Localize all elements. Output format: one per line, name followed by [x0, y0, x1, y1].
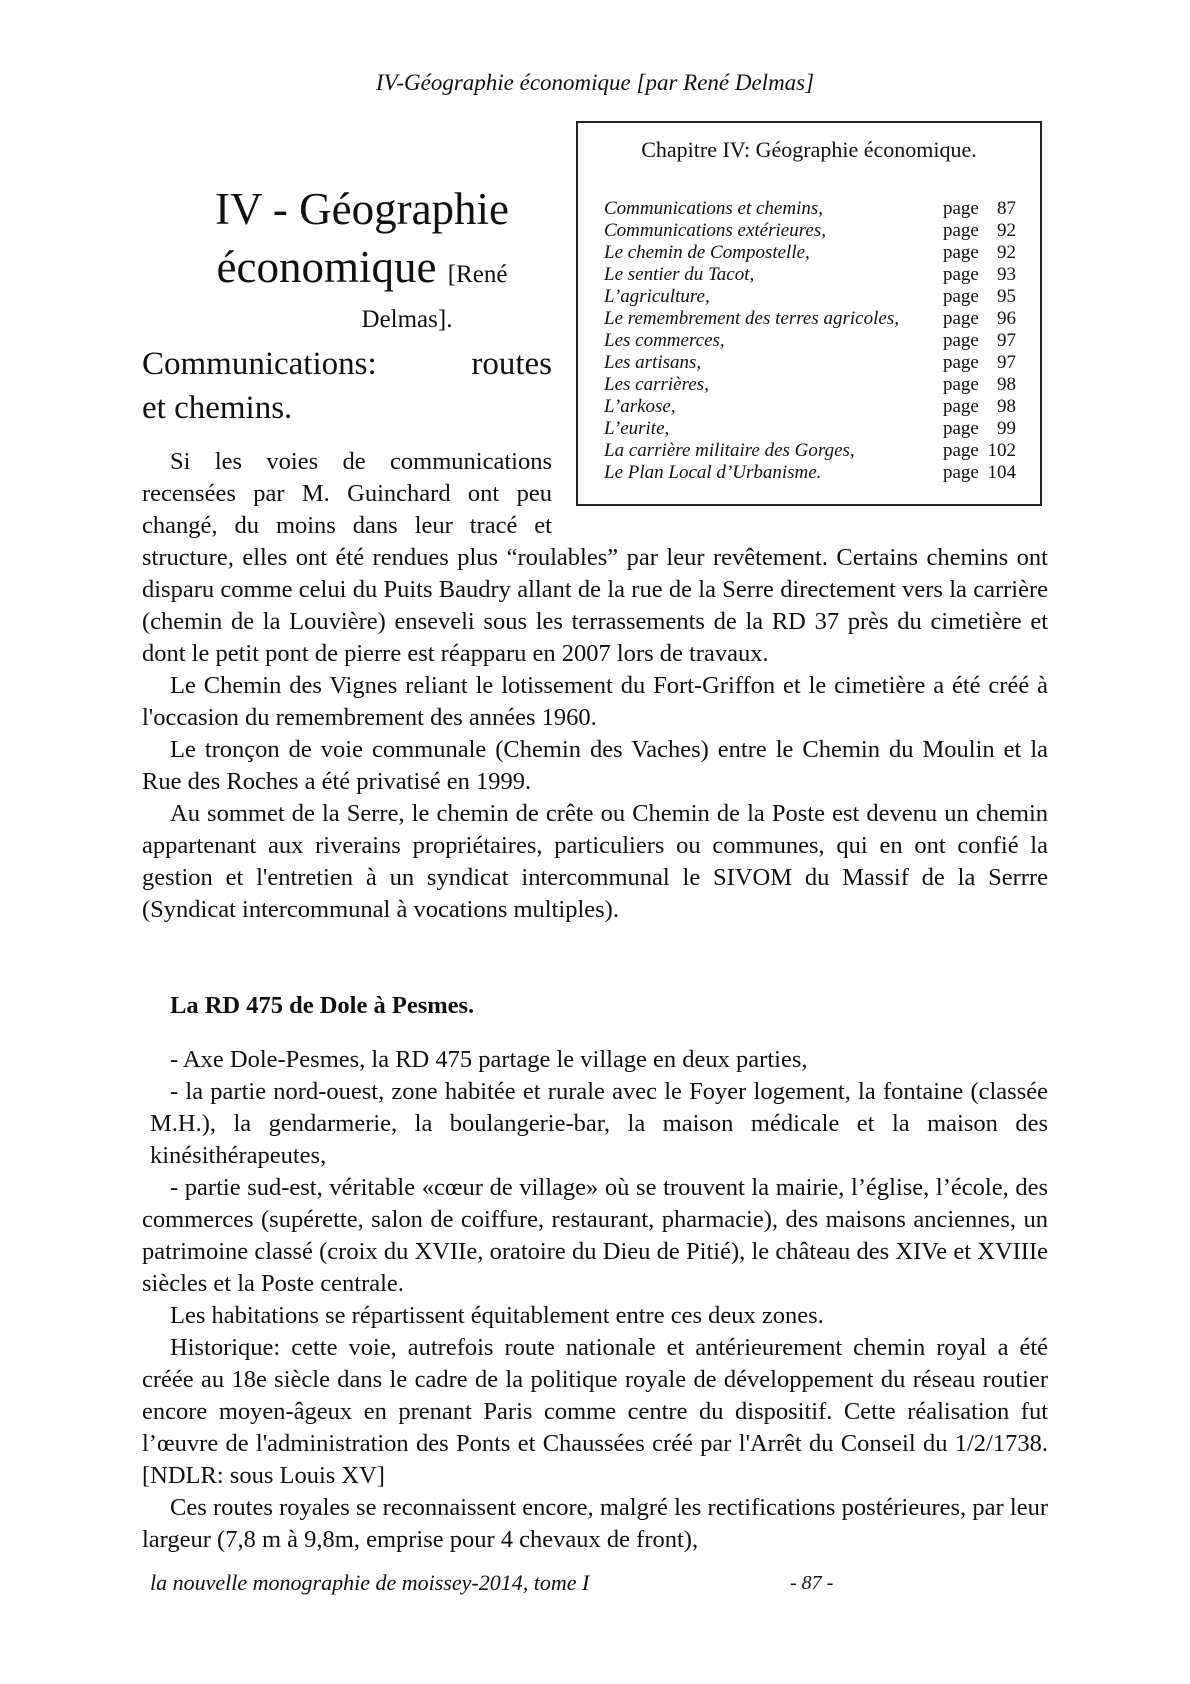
toc-page-number: 98 — [997, 374, 1016, 395]
section-body — [142, 542, 1048, 926]
paragraph: Les habitations se répartissent équitablement entre ces deux zones. — [170, 1302, 824, 1329]
toc-entry-label: L’agriculture, — [604, 286, 710, 307]
toc-entry — [604, 440, 1016, 462]
toc-entry-page — [943, 440, 1016, 462]
toc-entry — [604, 308, 1016, 330]
paragraph: Historique: cette voie, autrefois route nationale et antérieurement chemin royal a été créée au 18e siècle dans le cadre de la politique royale de développement du réseau routier encore moyen-âgeux en prenant Paris comme centre du dispositif. Cette réalisation fut l’œuvre de l'administration des Ponts et Chaussées créé par l'Arrêt du Conseil du 1/2/1738. [NDLR: sous Louis XV] — [142, 1334, 1048, 1489]
intro-line: Si les voies de communications — [170, 448, 552, 475]
toc-entry — [604, 264, 1016, 286]
chapter-title-line1: IV - Géographie — [214, 184, 510, 234]
toc-entry-label: Le remembrement des terres agricoles, — [604, 308, 899, 329]
toc-entry — [604, 418, 1016, 440]
toc-page-word: page — [943, 462, 979, 483]
toc-page-number: 97 — [997, 330, 1016, 351]
toc-page-word: page — [943, 374, 979, 395]
toc-page-word: page — [943, 264, 979, 285]
chapter-title-economique: économique — [216, 242, 437, 292]
toc-entry-page — [943, 462, 1016, 484]
toc-entry — [604, 396, 1016, 418]
intro-line: changé, du moins dans leur tracé et — [142, 512, 552, 539]
chapter-title — [140, 180, 584, 336]
toc-page-number: 99 — [997, 418, 1016, 439]
toc-page-word: page — [943, 286, 979, 307]
paragraph: Le tronçon de voie communale (Chemin des Vaches) entre le Chemin du Moulin et la Rue des Roches a été privatisé en 1999. — [142, 736, 1048, 795]
toc-entry-page — [943, 352, 1016, 374]
toc-entry-page — [943, 242, 1016, 264]
toc-entry-page — [943, 198, 1016, 220]
toc-entry-label: L’eurite, — [604, 418, 670, 439]
toc-entry — [604, 286, 1016, 308]
toc-entry-label: Les carrières, — [604, 374, 709, 395]
toc-entry-page — [943, 418, 1016, 440]
running-header: IV-Géographie économique [par René Delmas] — [375, 70, 815, 95]
chapter-title-author-end: Delmas]. — [361, 306, 453, 333]
toc-entry-page — [943, 374, 1016, 396]
paragraph: Ces routes royales se reconnaissent encore, malgré les rectifications postérieures, par leur largeur (7,8 m à 9,8m, emprise pour 4 chevaux de front), — [142, 1494, 1048, 1553]
paragraph: structure, elles ont été rendues plus “roulables” par leur revêtement. Certains chemins ont disparu comme celui du Puits Baudry allant de la rue de la Serre directement vers la carrière (chemin de la Louvière) enseveli sous les terrassements de la RD 37 près du cimetière et dont le petit pont de pierre est réapparu en 2007 lors de travaux. — [142, 544, 1048, 667]
toc-entry-page — [943, 330, 1016, 352]
toc-entry — [604, 198, 1016, 220]
toc-entry-page — [943, 220, 1016, 242]
toc-list — [604, 198, 1016, 484]
toc-entry — [604, 330, 1016, 352]
toc-page-word: page — [943, 308, 979, 329]
toc-entry-label: Le chemin de Compostelle, — [604, 242, 810, 263]
toc-page-word: page — [943, 352, 979, 373]
section-heading — [142, 342, 552, 430]
paragraph: Au sommet de la Serre, le chemin de crête ou Chemin de la Poste est devenu un chemin appartenant aux riverains propriétaires, particuliers ou communes, qui en ont confié la gestion et l'entretien à un syndicat intercommunal le SIVOM du Massif de la Serrre (Syndicat intercommunal à vocations multiples). — [142, 800, 1048, 923]
toc-entry-label: La carrière militaire des Gorges, — [604, 440, 855, 461]
rd475-heading: La RD 475 de Dole à Pesmes. — [170, 992, 475, 1019]
toc-entry-page — [943, 308, 1016, 330]
toc-page-word: page — [943, 242, 979, 263]
toc-title: Chapitre IV: Géographie économique. — [641, 137, 977, 162]
toc-entry — [604, 462, 1016, 484]
toc-box — [576, 121, 1042, 506]
toc-entry — [604, 374, 1016, 396]
toc-entry-label: Le Plan Local d’Urbanisme. — [604, 462, 822, 483]
toc-entry — [604, 220, 1016, 242]
bullet-item: - Axe Dole-Pesmes, la RD 475 partage le village en deux parties, — [170, 1046, 808, 1073]
toc-entry-label: Communications et chemins, — [604, 198, 824, 219]
toc-entry-page — [943, 264, 1016, 286]
toc-entry-label: Le sentier du Tacot, — [604, 264, 755, 285]
toc-page-number: 92 — [997, 220, 1016, 241]
toc-page-number: 98 — [997, 396, 1016, 417]
footer-book-title: la nouvelle monographie de moissey-2014, tome I — [150, 1570, 590, 1595]
toc-page-number: 87 — [997, 198, 1016, 219]
chapter-title-line2 — [140, 238, 584, 304]
toc-page-number: 104 — [987, 462, 1016, 483]
rd475-body — [142, 1044, 1048, 1556]
toc-entry-page — [943, 286, 1016, 308]
intro-line: recensées par M. Guinchard ont peu — [142, 480, 552, 507]
toc-entry-label: L’arkose, — [604, 396, 676, 417]
toc-page-word: page — [943, 220, 979, 241]
toc-page-word: page — [943, 418, 979, 439]
toc-page-word: page — [943, 396, 979, 417]
toc-page-number: 93 — [997, 264, 1016, 285]
toc-page-number: 95 — [997, 286, 1016, 307]
toc-page-word: page — [943, 330, 979, 351]
toc-page-number: 97 — [997, 352, 1016, 373]
toc-page-word: page — [943, 440, 979, 461]
bullet-item: - la partie nord-ouest, zone habitée et rurale avec le Foyer logement, la fontaine (classée M.H.), la gendarmerie, la boulangerie-bar, la maison médicale et la maison des kinésithérapeutes, — [150, 1078, 1048, 1169]
section-heading-line1: Communications: routes — [142, 346, 552, 382]
toc-page-number: 92 — [997, 242, 1016, 263]
toc-entry-label: Les artisans, — [604, 352, 702, 373]
toc-entry-label: Communications extérieures, — [604, 220, 826, 241]
toc-page-number: 96 — [997, 308, 1016, 329]
chapter-title-author-start: [René — [447, 261, 508, 288]
bullet-item: - partie sud-est, véritable «cœur de village» où se trouvent la mairie, l’église, l’école, des commerces (supérette, salon de coiffure, restaurant, pharmacie), des maisons anciennes, un patrimoine classé (croix du XVIIe, oratoire du Dieu de Pitié), le château des XIVe et XVIIIe siècles et la Poste centrale. — [142, 1174, 1048, 1297]
toc-entry — [604, 352, 1016, 374]
toc-entry — [604, 242, 1016, 264]
paragraph: Le Chemin des Vignes reliant le lotissement du Fort-Griffon et le cimetière a été créé à l'occasion du remembrement des années 1960. — [142, 672, 1048, 731]
toc-entry-label: Les commerces, — [604, 330, 725, 351]
intro-paragraph-start — [142, 446, 552, 542]
toc-page-word: page — [943, 198, 979, 219]
footer-page-number: - 87 - — [790, 1572, 834, 1594]
toc-entry-page — [943, 396, 1016, 418]
section-heading-line2: et chemins. — [142, 390, 293, 426]
toc-page-number: 102 — [987, 440, 1016, 461]
